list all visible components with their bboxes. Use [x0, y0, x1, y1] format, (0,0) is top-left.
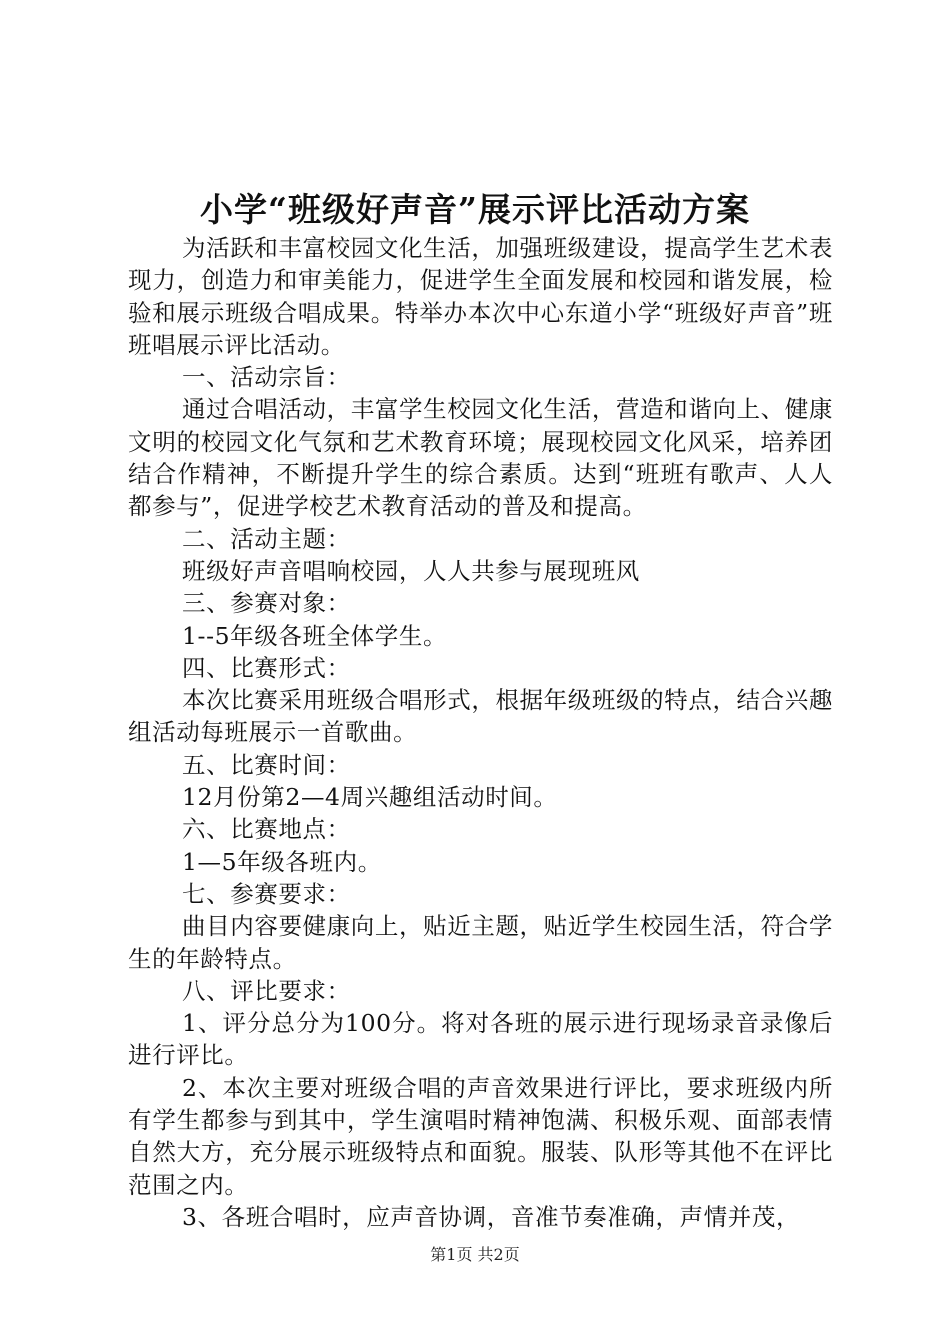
- requirements-paragraph: 曲目内容要健康向上，贴近主题，贴近学生校园生活，符合学生的年龄特点。: [128, 912, 833, 973]
- page-number-footer: 第1页 共2页: [430, 1245, 520, 1264]
- section-heading-theme: 二、活动主题：: [182, 524, 351, 553]
- participants-paragraph: 1--5年级各班全体学生。: [182, 621, 448, 650]
- intro-paragraph: 为活跃和丰富校园文化生活，加强班级建设，提高学生艺术表现力，创造力和审美能力，促进学生全面发展和校园和谐发展，检验和展示班级合唱成果。特举办本次中心东道小学“班级好声音”班班唱展示评比活动。: [128, 234, 833, 359]
- location-paragraph: 1—5年级各班内。: [182, 847, 382, 876]
- section-heading-format: 四、比赛形式：: [182, 653, 351, 682]
- format-paragraph: 本次比赛采用班级合唱形式，根据年级班级的特点，结合兴趣组活动每班展示一首歌曲。: [128, 686, 833, 747]
- section-heading-location: 六、比赛地点：: [182, 815, 351, 844]
- section-heading-time: 五、比赛时间：: [182, 750, 351, 779]
- purpose-paragraph: 通过合唱活动，丰富学生校园文化生活，营造和谐向上、健康文明的校园文化气氛和艺术教育环境；展现校园文化风采，培养团结合作精神，不断提升学生的综合素质。达到“班班有歌声、人人都参与”，促进学校艺术教育活动的普及和提高。: [128, 395, 833, 521]
- judging-item-1: 1、评分总分为100分。将对各班的展示进行现场录音录像后进行评比。: [128, 1009, 833, 1070]
- section-heading-requirements: 七、参赛要求：: [182, 879, 351, 908]
- document-body: [128, 232, 833, 1233]
- document-title: 小学“班级好声音”展示评比活动方案: [200, 190, 750, 229]
- section-heading-judging: 八、评比要求：: [182, 976, 351, 1005]
- section-heading-purpose: 一、活动宗旨：: [182, 363, 351, 392]
- time-paragraph: 12月份第2—4周兴趣组活动时间。: [182, 783, 558, 812]
- judging-item-2: 2、本次主要对班级合唱的声音效果进行评比，要求班级内所有学生都参与到其中，学生演唱时精神饱满、积极乐观、面部表情自然大方，充分展示班级特点和面貌。服装、队形等其他不在评比范围之内。: [128, 1073, 833, 1199]
- theme-paragraph: 班级好声音唱响校园，人人共参与展现班风: [182, 556, 640, 585]
- section-heading-participants: 三、参赛对象：: [182, 589, 351, 618]
- judging-item-3: 3、各班合唱时，应声音协调，音准节奏准确，声情并茂，: [182, 1202, 801, 1231]
